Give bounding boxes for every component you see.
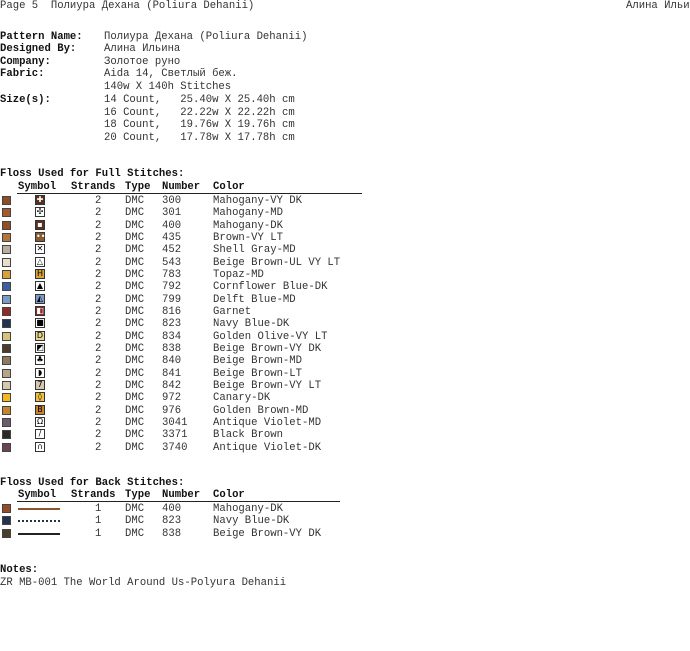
floss-row — [0, 405, 370, 417]
color-name-cell: Antique Violet-DK — [213, 441, 322, 454]
number-cell: 838 — [162, 527, 182, 540]
backstitch-row — [0, 528, 370, 540]
number-cell: 783 — [162, 268, 182, 281]
color-swatch — [2, 381, 11, 390]
number-cell: 823 — [162, 515, 182, 528]
column-header-symbol: Symbol — [18, 181, 57, 193]
type-cell: DMC — [125, 281, 145, 294]
number-cell: 834 — [162, 330, 182, 343]
type-cell: DMC — [125, 527, 145, 540]
stitch-symbol-icon: ∩ — [35, 442, 45, 452]
stitch-symbol-icon: ▪ — [35, 220, 45, 230]
type-cell: DMC — [125, 404, 145, 417]
strands-cell: 2 — [95, 392, 102, 405]
pattern-name-label: Pattern Name: — [0, 31, 83, 43]
number-cell: 816 — [162, 305, 182, 318]
number-cell: 3740 — [162, 441, 188, 454]
color-swatch — [2, 295, 11, 304]
color-name-cell: Mahogany-MD — [213, 207, 283, 220]
color-swatch — [2, 332, 11, 341]
color-swatch — [2, 443, 11, 452]
number-cell: 799 — [162, 293, 182, 306]
color-name-cell: Beige Brown-VY LT — [213, 379, 322, 392]
strands-cell: 2 — [95, 330, 102, 343]
floss-row — [0, 257, 370, 269]
strands-cell: 2 — [95, 379, 102, 392]
notes-label: Notes: — [0, 564, 39, 576]
floss-row — [0, 429, 370, 441]
stitch-symbol-icon: ◊ — [35, 392, 45, 402]
stitch-symbol-icon: Ω — [36, 416, 44, 426]
strands-cell: 2 — [95, 441, 102, 454]
stitch-symbol-icon: 7 — [35, 380, 45, 390]
strands-cell: 2 — [95, 231, 102, 244]
floss-row — [0, 392, 370, 404]
fabric-label: Fabric: — [0, 68, 45, 80]
color-name-cell: Cornflower Blue-DK — [213, 281, 328, 294]
strands-cell: 2 — [95, 416, 102, 429]
color-swatch — [2, 245, 11, 254]
number-cell: 300 — [162, 195, 182, 207]
number-cell: 838 — [162, 342, 182, 355]
strands-cell: 2 — [95, 268, 102, 281]
column-header-symbol: Symbol — [18, 489, 57, 501]
floss-row — [0, 294, 370, 306]
number-cell: 840 — [162, 355, 182, 368]
backstitch-row — [0, 503, 370, 515]
size-line: 14 Count, 25.40w X 25.40h cm — [104, 94, 295, 106]
fabric-value: Aida 14, Светлый беж. — [104, 68, 238, 80]
size-line: 20 Count, 17.78w X 17.78h cm — [104, 132, 295, 144]
company-label: Company: — [0, 56, 51, 68]
strands-cell: 2 — [95, 429, 102, 442]
sizes-label: Size(s): — [0, 94, 51, 106]
floss-row — [0, 343, 370, 355]
color-name-cell: Mahogany-DK — [213, 503, 283, 515]
designed-by-value: Алина Ильина — [104, 43, 181, 55]
number-cell: 841 — [162, 367, 182, 380]
color-name-cell: Delft Blue-MD — [213, 293, 296, 306]
type-cell: DMC — [125, 330, 145, 343]
floss-row — [0, 306, 370, 318]
column-header-number: Number — [162, 181, 201, 193]
color-swatch — [2, 393, 11, 402]
color-swatch — [2, 258, 11, 267]
column-header-strands: Strands — [71, 489, 116, 501]
floss-row — [0, 380, 370, 392]
stitch-symbol-icon: △ — [36, 256, 44, 266]
type-cell: DMC — [125, 416, 145, 429]
floss-row — [0, 232, 370, 244]
type-cell: DMC — [125, 441, 145, 454]
color-swatch — [2, 196, 11, 205]
size-line: 18 Count, 19.76w X 19.76h cm — [104, 119, 295, 131]
floss-row — [0, 269, 370, 281]
color-swatch — [2, 282, 11, 291]
strands-cell: 2 — [95, 318, 102, 331]
number-cell: 452 — [162, 244, 182, 257]
number-cell: 823 — [162, 318, 182, 331]
color-swatch — [2, 208, 11, 217]
floss-row — [0, 195, 370, 207]
type-cell: DMC — [125, 379, 145, 392]
strands-cell: 2 — [95, 207, 102, 220]
stitch-symbol-icon: ◭ — [36, 293, 44, 303]
number-cell: 972 — [162, 392, 182, 405]
size-line: 16 Count, 22.22w X 22.22h cm — [104, 107, 295, 119]
strands-cell: 2 — [95, 281, 102, 294]
type-cell: DMC — [125, 515, 145, 528]
type-cell: DMC — [125, 367, 145, 380]
stitch-symbol-icon: / — [35, 429, 45, 439]
color-swatch — [2, 418, 11, 427]
type-cell: DMC — [125, 392, 145, 405]
color-name-cell: Beige Brown-LT — [213, 367, 303, 380]
full-header-rule — [17, 193, 362, 194]
floss-row — [0, 318, 370, 330]
stitch-symbol-icon: ✚ — [36, 195, 44, 204]
stitch-symbol-icon: ✣ — [36, 207, 44, 217]
color-swatch — [2, 233, 11, 242]
color-name-cell: Beige Brown-VY DK — [213, 342, 322, 355]
floss-row — [0, 331, 370, 343]
color-swatch — [2, 307, 11, 316]
type-cell: DMC — [125, 503, 145, 515]
number-cell: 3041 — [162, 416, 188, 429]
strands-cell: 1 — [95, 503, 102, 515]
type-cell: DMC — [125, 429, 145, 442]
number-cell: 976 — [162, 404, 182, 417]
color-swatch — [2, 504, 11, 513]
stitch-count: 140w X 140h Stitches — [104, 81, 232, 93]
type-cell: DMC — [125, 256, 145, 269]
backstitch-line-icon — [18, 533, 60, 535]
color-name-cell: Antique Violet-MD — [213, 416, 322, 429]
type-cell: DMC — [125, 342, 145, 355]
stitch-symbol-icon: ▲ — [36, 281, 44, 291]
strands-cell: 2 — [95, 256, 102, 269]
color-name-cell: Beige Brown-VY DK — [213, 527, 322, 540]
column-header-strands: Strands — [71, 181, 116, 193]
strands-cell: 1 — [95, 527, 102, 540]
type-cell: DMC — [125, 244, 145, 257]
color-name-cell: Garnet — [213, 305, 252, 318]
type-cell: DMC — [125, 305, 145, 318]
color-swatch — [2, 516, 11, 525]
color-name-cell: Beige Brown-UL VY LT — [213, 256, 341, 269]
type-cell: DMC — [125, 231, 145, 244]
color-name-cell: Beige Brown-MD — [213, 355, 303, 368]
color-name-cell: Golden Olive-VY LT — [213, 330, 328, 343]
strands-cell: 2 — [95, 404, 102, 417]
number-cell: 543 — [162, 256, 182, 269]
color-name-cell: Mahogany-VY DK — [213, 195, 303, 207]
color-swatch — [2, 369, 11, 378]
full-stitches-title: Floss Used for Full Stitches: — [0, 168, 185, 180]
strands-cell: 1 — [95, 515, 102, 528]
floss-row — [0, 417, 370, 429]
floss-row — [0, 355, 370, 367]
color-name-cell: Mahogany-DK — [213, 219, 283, 232]
page-header-title: Page 5 Полиура Дехана (Poliura Dehanii) — [0, 0, 255, 12]
stitch-symbol-icon: H — [36, 268, 43, 278]
floss-row — [0, 244, 370, 256]
type-cell: DMC — [125, 355, 145, 368]
color-swatch — [2, 319, 11, 328]
backstitch-line-icon — [18, 508, 60, 510]
color-swatch — [2, 406, 11, 415]
column-header-color: Color — [213, 181, 245, 193]
company-value: Золотое руно — [104, 56, 181, 68]
floss-row — [0, 368, 370, 380]
number-cell: 842 — [162, 379, 182, 392]
number-cell: 400 — [162, 503, 182, 515]
page-header-author: Алина Ильи — [626, 0, 690, 12]
color-name-cell: Brown-VY LT — [213, 231, 283, 244]
number-cell: 400 — [162, 219, 182, 232]
number-cell: 301 — [162, 207, 182, 220]
back-stitches-title: Floss Used for Back Stitches: — [0, 477, 185, 489]
number-cell: 3371 — [162, 429, 188, 442]
stitch-symbol-icon: B — [35, 405, 45, 415]
stitch-symbol-icon: ■ — [36, 318, 44, 328]
column-header-color: Color — [213, 489, 245, 501]
column-header-number: Number — [162, 489, 201, 501]
color-name-cell: Canary-DK — [213, 392, 271, 405]
type-cell: DMC — [125, 195, 145, 207]
strands-cell: 2 — [95, 195, 102, 207]
stitch-symbol-icon: ♣ — [36, 355, 44, 365]
color-name-cell: Black Brown — [213, 429, 283, 442]
strands-cell: 2 — [95, 355, 102, 368]
backstitch-row — [0, 515, 370, 527]
strands-cell: 2 — [95, 305, 102, 318]
color-name-cell: Navy Blue-DK — [213, 318, 290, 331]
notes-text: ZR MB-001 The World Around Us-Polyura Dehanii — [0, 577, 287, 589]
floss-row — [0, 281, 370, 293]
type-cell: DMC — [125, 207, 145, 220]
floss-row — [0, 220, 370, 232]
color-name-cell: Navy Blue-DK — [213, 515, 290, 528]
color-swatch — [2, 430, 11, 439]
color-swatch — [2, 356, 11, 365]
strands-cell: 2 — [95, 367, 102, 380]
floss-row — [0, 207, 370, 219]
strands-cell: 2 — [95, 293, 102, 306]
type-cell: DMC — [125, 268, 145, 281]
stitch-symbol-icon: ◩ — [36, 342, 44, 352]
type-cell: DMC — [125, 318, 145, 331]
number-cell: 792 — [162, 281, 182, 294]
color-swatch — [2, 221, 11, 230]
strands-cell: 2 — [95, 244, 102, 257]
strands-cell: 2 — [95, 342, 102, 355]
pattern-name-value: Полиура Дехана (Poliura Dehanii) — [104, 31, 308, 43]
type-cell: DMC — [125, 293, 145, 306]
stitch-symbol-icon: ✕ — [36, 244, 44, 254]
type-cell: DMC — [125, 219, 145, 232]
color-swatch — [2, 270, 11, 279]
color-name-cell: Shell Gray-MD — [213, 244, 296, 257]
stitch-symbol-icon: ◧ — [36, 305, 44, 315]
column-header-type: Type — [125, 489, 151, 501]
floss-row — [0, 442, 370, 454]
color-swatch — [2, 529, 11, 538]
stitch-symbol-icon: ◗ — [35, 368, 45, 378]
color-swatch — [2, 344, 11, 353]
back-header-rule — [17, 501, 340, 502]
number-cell: 435 — [162, 231, 182, 244]
color-name-cell: Golden Brown-MD — [213, 404, 309, 417]
color-name-cell: Topaz-MD — [213, 268, 264, 281]
column-header-type: Type — [125, 181, 151, 193]
stitch-symbol-icon: D — [36, 330, 44, 340]
designed-by-label: Designed By: — [0, 43, 77, 55]
strands-cell: 2 — [95, 219, 102, 232]
backstitch-line-icon — [18, 520, 60, 522]
stitch-symbol-icon: •• — [36, 231, 46, 241]
